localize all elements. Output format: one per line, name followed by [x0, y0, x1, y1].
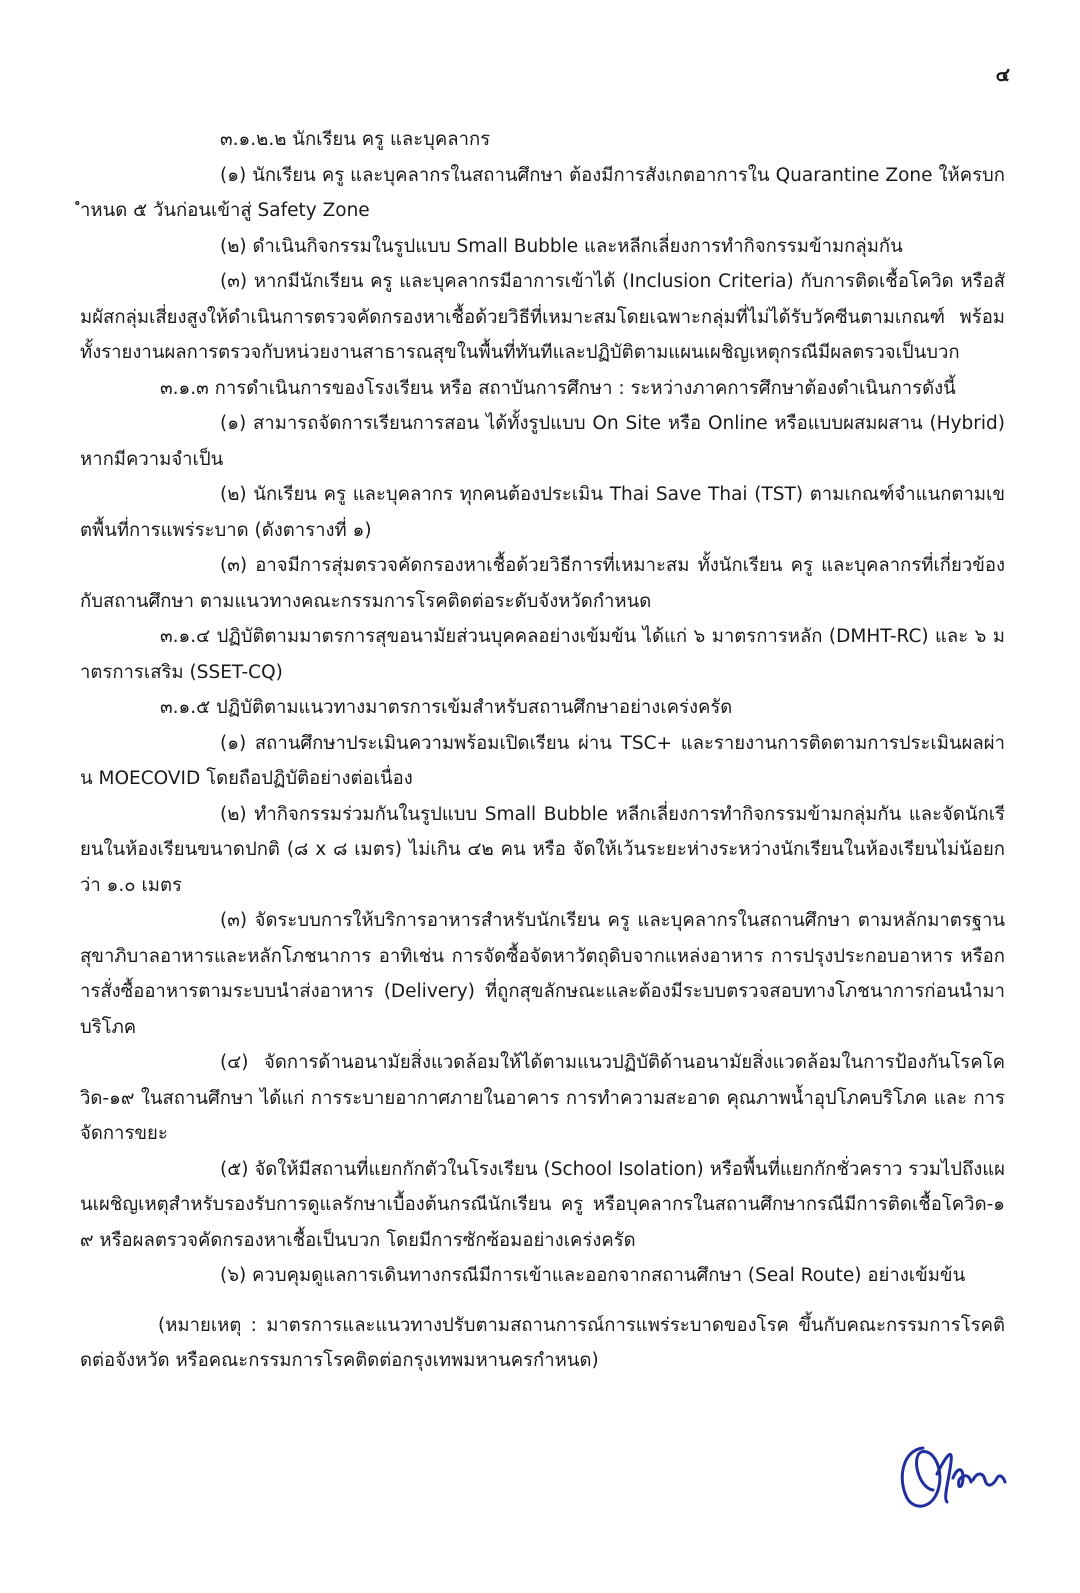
paragraph: (๒) นักเรียน ครู และบุคลากร ทุกคนต้องประเมิน Thai Save Thai (TST) ตามเกณฑ์จำแนกตามเขตพื้นที่การแพร่ระบาด (ดังตารางที่ ๑) [80, 484, 1005, 541]
paragraph: ๓.๑.๒.๒ นักเรียน ครู และบุคลากร [220, 129, 491, 150]
signature [893, 1428, 1011, 1518]
paragraph: (๔) จัดการด้านอนามัยสิ่งแวดล้อมให้ได้ตามแนวปฏิบัติด้านอนามัยสิ่งแวดล้อมในการป้องกันโรคโควิด-๑๙ ในสถานศึกษา ได้แก่ การระบายอากาศภายในอาคาร การทำความสะอาด คุณภาพน้ำอุปโภคบริโภค และ การจัดการขยะ [80, 1052, 1005, 1144]
paragraph: (๒) ดำเนินกิจกรรมในรูปแบบ Small Bubble และหลีกเลี่ยงการทำกิจกรรมข้ามกลุ่มกัน [220, 235, 903, 257]
paragraph: (๑) สถานศึกษาประเมินความพร้อมเปิดเรียน ผ่าน TSC+ และรายงานการติดตามการประเมินผลผ่าน MOECOVID โดยถือปฏิบัติอย่างต่อเนื่อง [80, 732, 1005, 789]
paragraph: (๒) ทำกิจกรรมร่วมกันในรูปแบบ Small Bubble หลีกเลี่ยงการทำกิจกรรมข้ามกลุ่มกัน และจัดนักเรียนในห้องเรียนขนาดปกติ (๘ x ๘ เมตร) ไม่เกิน ๔๒ คน หรือ จัดให้เว้นระยะห่างระหว่างนักเรียนในห้องเรียนไม่น้อยกว่า ๑.๐ เมตร [80, 803, 1005, 896]
paragraph: (๕) จัดให้มีสถานที่แยกกักตัวในโรงเรียน (School Isolation) หรือพื้นที่แยกกักชั่วคราว รวมไปถึงแผนเผชิญเหตุสำหรับรองรับการดูแลรักษาเบื้องต้นกรณีนักเรียน ครู หรือบุคลากรในสถานศึกษากรณีมีการติดเชื้อโควิด-๑๙ หรือผลตรวจคัดกรองหาเชื้อเป็นบวก โดยมีการซักซ้อมอย่างเคร่งครัด [80, 1158, 1005, 1251]
paragraph: (๓) จัดระบบการให้บริการอาหารสำหรับนักเรียน ครู และบุคลากรในสถานศึกษา ตามหลักมาตรฐานสุขาภิบาลอาหารและหลักโภชนาการ อาทิเช่น การจัดซื้อจัดหาวัตถุดิบจากแหล่งอาหาร การปรุงประกอบอาหาร หรือการสั่งซื้ออาหารตามระบบนำส่งอาหาร (Delivery) ที่ถูกสุขลักษณะและต้องมีระบบตรวจสอบทางโภชนาการก่อนนำมาบริโภค [80, 910, 1005, 1038]
section-heading: ๓.๑.๔ ปฏิบัติตามมาตรการสุขอนามัยส่วนบุคคลอย่างเข้มข้น ได้แก่ ๖ มาตรการหลัก (DMHT-RC) และ ๖ มาตรการเสริม (SSET-CQ) [80, 626, 1005, 683]
paragraph: (๓) หากมีนักเรียน ครู และบุคลากรมีอาการเข้าได้ (Inclusion Criteria) กับการติดเชื้อโควิด หรือสัมผัสกลุ่มเสี่ยงสูงให้ดำเนินการตรวจคัดกรองหาเชื้อด้วยวิธีที่เหมาะสมโดยเฉพาะกลุ่มที่ไม่ได้รับวัคซีนตามเกณฑ์ พร้อมทั้งรายงานผลการตรวจกับหน่วยงานสาธารณสุขในพื้นที่ทันทีและปฏิบัติตามแผนเผชิญเหตุกรณีมีผลตรวจเป็นบวก [80, 271, 1005, 363]
section-heading: ๓.๑.๕ ปฏิบัติตามแนวทางมาตรการเข้มสำหรับสถานศึกษาอย่างเคร่งครัด [160, 697, 733, 718]
note: (หมายเหตุ : มาตรการและแนวทางปรับตามสถานการณ์การแพร่ระบาดของโรค ขึ้นกับคณะกรรมการโรคติดต่อจังหวัด หรือคณะกรรมการโรคติดต่อกรุงเทพมหานครกำหนด) [80, 1314, 1005, 1371]
paragraph: (๖) ควบคุมดูแลการเดินทางกรณีมีการเข้าและออกจากสถานศึกษา (Seal Route) อย่างเข้มข้น [220, 1265, 966, 1286]
paragraph: (๑) นักเรียน ครู และบุคลากรในสถานศึกษา ต้องมีการสังเกตอาการใน Quarantine Zone ให้ครบกำหนด ๕ วันก่อนเข้าสู่ Safety Zone [80, 164, 1005, 221]
paragraph: (๓) อาจมีการสุ่มตรวจคัดกรองหาเชื้อด้วยวิธีการที่เหมาะสม ทั้งนักเรียน ครู และบุคลากรที่เกี่ยวข้องกับสถานศึกษา ตามแนวทางคณะกรรมการโรคติดต่อระดับจังหวัดกำหนด [80, 555, 1005, 612]
page-number: ๔ [995, 64, 1010, 86]
spacer [80, 1294, 1005, 1308]
paragraph: (๑) สามารถจัดการเรียนการสอน ได้ทั้งรูปแบบ On Site หรือ Online หรือแบบผสมผสาน (Hybrid) หากมีความจำเป็น [80, 413, 1005, 470]
section-heading: ๓.๑.๓ การดำเนินการของโรงเรียน หรือ สถาบันการศึกษา : ระหว่างภาคการศึกษาต้องดำเนินการดังนี้ [160, 377, 956, 399]
document-body [80, 122, 1005, 1379]
